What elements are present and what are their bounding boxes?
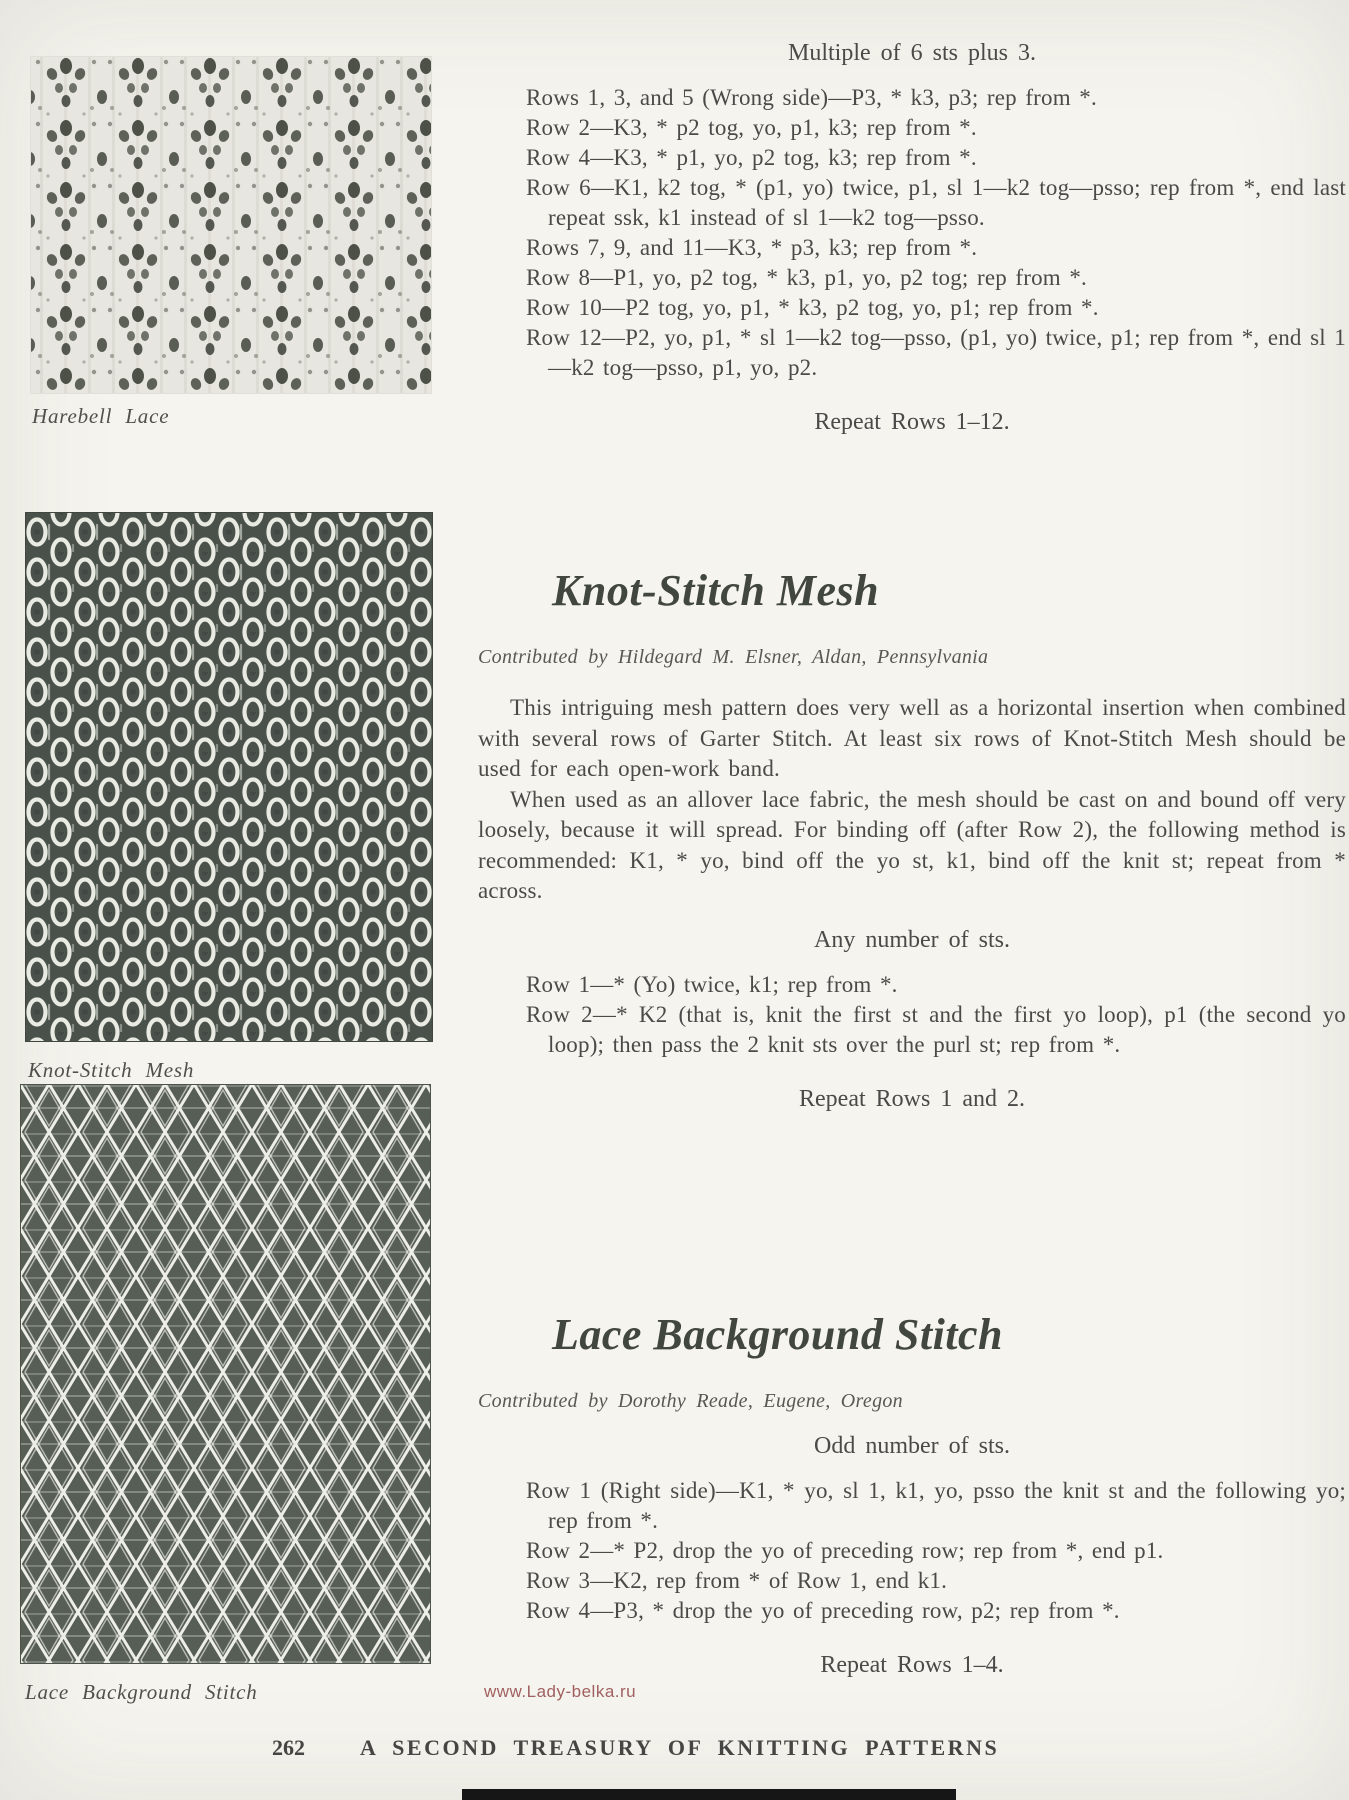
repeat-note: Repeat Rows 1 and 2. <box>799 1085 1025 1112</box>
pattern-row: Row 2—K3, * p2 tog, yo, p1, k3; rep from *. <box>526 115 977 140</box>
pattern-row: Row 4—K3, * p1, yo, p2 tog, k3; rep from *. <box>526 145 977 170</box>
body-paragraph: This intriguing mesh pattern does very well as a horizontal insertion when combined with several rows of Garter Stitch. At least six rows of Knot-Stitch Mesh should be used for each open-work band. <box>478 695 1346 781</box>
photo-caption-harebell: Harebell Lace <box>32 404 170 428</box>
knot-stitch-mesh-swatch-image <box>25 512 433 1042</box>
lace-background-stitch-photo <box>20 1084 431 1664</box>
pattern-row: Rows 7, 9, and 11—K3, * p3, k3; rep from *. <box>526 235 978 260</box>
repeat-note: Repeat Rows 1–12. <box>814 409 1010 435</box>
pattern-row: Row 12—P2, yo, p1, * sl 1—k2 tog—psso, (p1, yo) twice, p1; rep from *, end sl 1—k2 tog—psso, p1, yo, p2. <box>526 325 1346 380</box>
stitch-note: Any number of sts. <box>814 926 1010 953</box>
lace-background-stitch-section <box>478 1310 1346 1679</box>
pattern-row: Row 2—* K2 (that is, knit the first st and the first yo loop), p1 (the second yo loop); then pass the 2 knit sts over the purl st; rep from *. <box>526 1001 1346 1057</box>
pattern-row: Row 10—P2 tog, yo, p1, * k3, p2 tog, yo, p1; rep from *. <box>526 295 1099 320</box>
section-title-lace-background-stitch: Lace Background Stitch <box>552 1310 1004 1359</box>
book-title: A SECOND TREASURY OF KNITTING PATTERNS <box>360 1735 1000 1760</box>
stitch-note: Multiple of 6 sts plus 3. <box>787 40 1036 66</box>
scan-edge-artifact <box>462 1789 956 1800</box>
photo-caption-knot-stitch-mesh: Knot-Stitch Mesh <box>28 1058 195 1082</box>
contributor-line: Contributed by Hildegard M. Elsner, Aldan, Pennsylvania <box>478 646 989 668</box>
pattern-row: Row 8—P1, yo, p2 tog, * k3, p1, yo, p2 tog; rep from *. <box>526 265 1087 290</box>
pattern-row: Row 3—K2, rep from * of Row 1, end k1. <box>526 1568 948 1593</box>
pattern-row: Row 4—P3, * drop the yo of preceding row, p2; rep from *. <box>526 1598 1120 1623</box>
pattern-row: Row 1 (Right side)—K1, * yo, sl 1, k1, yo, psso the knit st and the following yo; rep from *. <box>526 1478 1346 1533</box>
lace-background-stitch-swatch-image <box>20 1084 431 1664</box>
pattern-row: Row 2—* P2, drop the yo of preceding row; rep from *, end p1. <box>526 1538 1164 1563</box>
pattern-row: Rows 1, 3, and 5 (Wrong side)—P3, * k3, p3; rep from *. <box>526 85 1097 110</box>
contributor-line: Contributed by Dorothy Reade, Eugene, Oregon <box>478 1390 903 1412</box>
pattern-row: Row 6—K1, k2 tog, * (p1, yo) twice, p1, sl 1—k2 tog—psso; rep from *, end last repeat ssk, k1 instead of sl 1—k2 tog—psso. <box>526 175 1346 230</box>
knot-stitch-mesh-photo <box>25 512 433 1042</box>
section-title-knot-stitch-mesh: Knot-Stitch Mesh <box>552 566 880 615</box>
stitch-note: Odd number of sts. <box>814 1433 1010 1459</box>
pattern-rows <box>478 83 1346 383</box>
pattern-row: Row 1—* (Yo) twice, k1; rep from *. <box>526 971 898 997</box>
body-paragraph: When used as an allover lace fabric, the mesh should be cast on and bound off very loosely, because it will spread. For binding off (after Row 2), the following method is recommended: K1, * yo, bind off the yo st, k1, bind off the knit st; repeat from * across. <box>478 786 1346 903</box>
photo-caption-lace-background-stitch: Lace Background Stitch <box>25 1680 258 1704</box>
harebell-instructions <box>478 40 1346 436</box>
harebell-lace-photo <box>30 56 432 394</box>
pattern-rows <box>478 970 1346 1060</box>
harebell-lace-swatch-image <box>30 56 432 394</box>
repeat-note: Repeat Rows 1–4. <box>820 1652 1004 1678</box>
knot-stitch-mesh-section <box>478 566 1346 1113</box>
page-number: 262 <box>272 1735 305 1760</box>
pattern-rows <box>478 1476 1346 1626</box>
watermark-text: www.Lady-belka.ru <box>484 1682 637 1701</box>
